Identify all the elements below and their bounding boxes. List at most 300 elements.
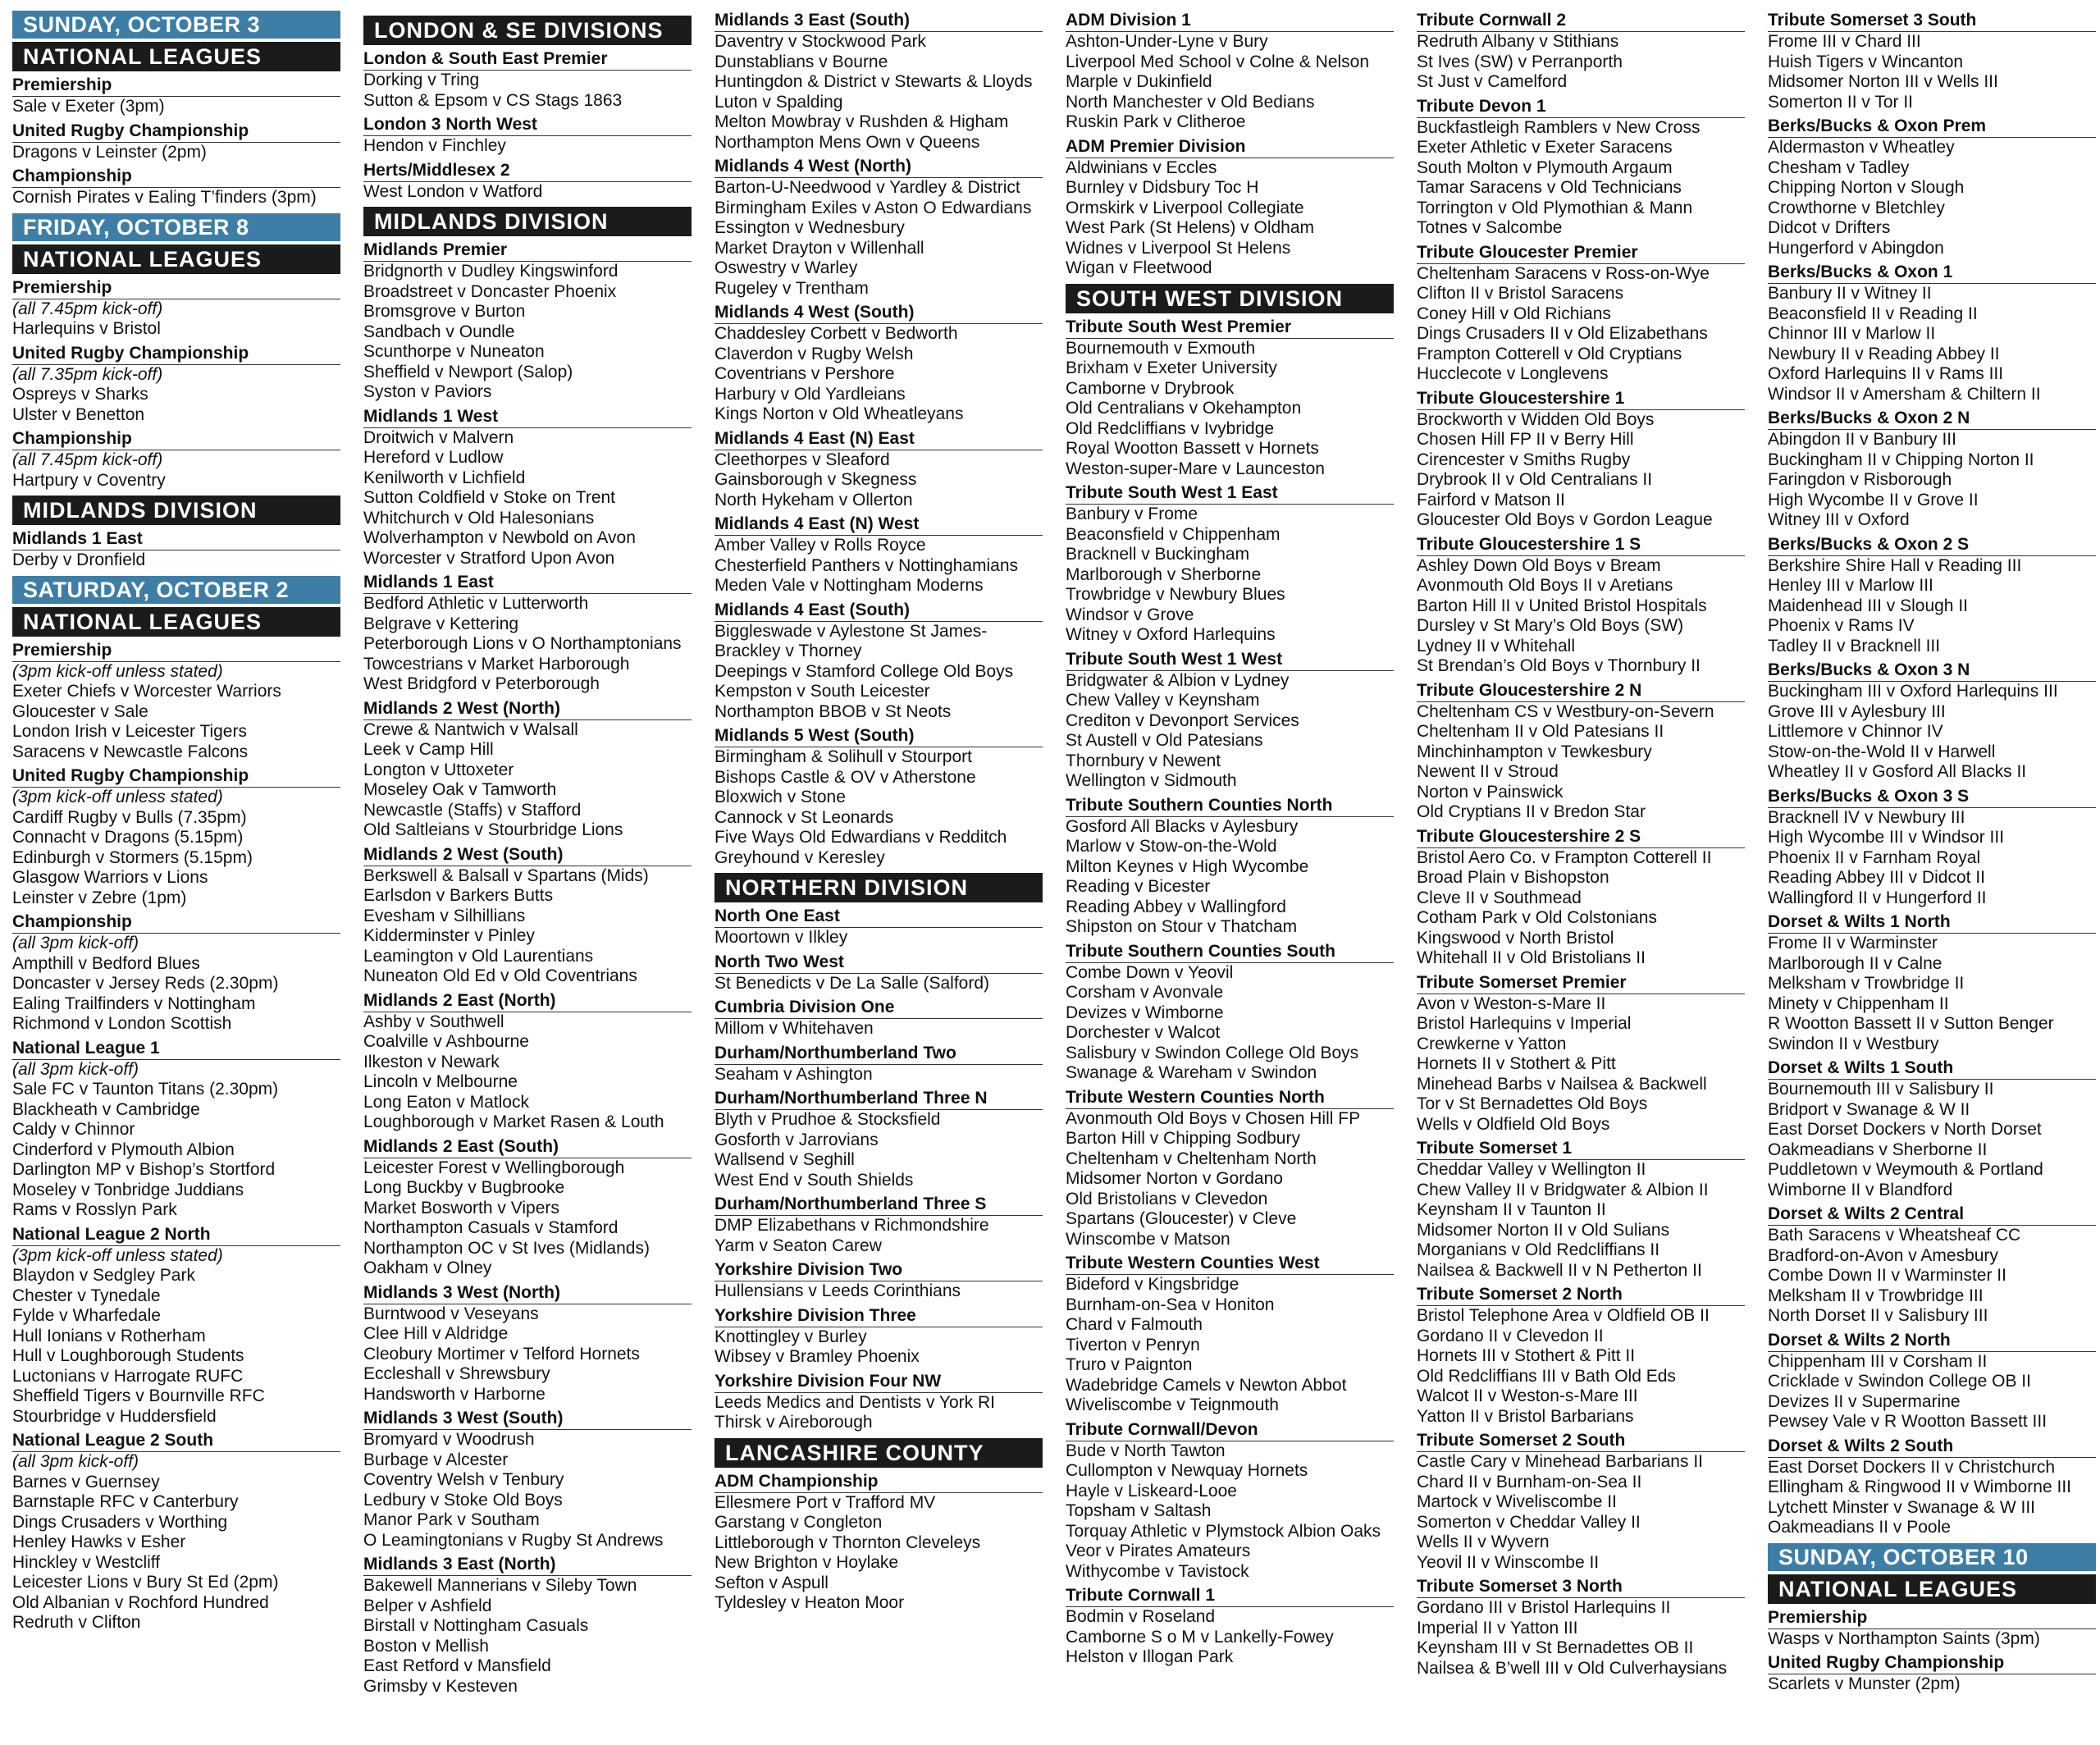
league-heading: Berks/Bucks & Oxon 3 N <box>1768 660 2096 682</box>
fixture-line: Melksham II v Trowbridge III <box>1768 1286 1984 1305</box>
fixture-line: Ledbury v Stoke Old Boys <box>363 1490 563 1510</box>
fixture-line: Topsham v Saltash <box>1066 1501 1212 1520</box>
fixture-line: Hendon v Finchley <box>363 136 506 155</box>
column-5 <box>1417 11 1745 1745</box>
date-banner: FRIDAY, OCTOBER 8 <box>12 213 340 241</box>
league-heading: Midlands 2 East (South) <box>363 1137 692 1158</box>
fixture-line: Whitehall II v Old Bristolians II <box>1417 948 1646 967</box>
league-heading: Premiership <box>1768 1608 2096 1629</box>
fixture-line: Harlequins v Bristol <box>12 319 161 338</box>
fixture-line: Keynsham III v St Bernadettes OB II <box>1417 1638 1694 1657</box>
fixture-line: Huntingdon & District v Stewarts & Lloyds <box>714 72 1033 91</box>
fixture-line: Harbury v Old Yardleians <box>714 384 906 404</box>
fixture-line: Cheltenham v Cheltenham North <box>1066 1149 1317 1168</box>
fixture-line: Peterborough Lions v O Northamptonians <box>363 634 682 653</box>
fixture-line: Aldermaston v Wheatley <box>1768 138 1955 157</box>
fixture-line: Buckfastleigh Ramblers v New Cross <box>1417 117 1701 137</box>
fixture-line: Reading Abbey III v Didcot II <box>1768 868 1985 887</box>
fixture-line: Meden Vale v Nottingham Moderns <box>714 576 984 595</box>
fixture-line: Gordano II v Clevedon II <box>1417 1326 1604 1345</box>
league-heading: United Rugby Championship <box>12 344 340 365</box>
fixture-line: R Wootton Bassett II v Sutton Benger <box>1768 1014 2054 1033</box>
league-heading: Berks/Bucks & Oxon 1 <box>1768 263 2096 284</box>
fixture-line: South Molton v Plymouth Argaum <box>1417 158 1673 177</box>
fixture-line: West Park (St Helens) v Oldham <box>1066 218 1315 237</box>
league-heading: Tribute Gloucestershire 2 S <box>1417 827 1745 848</box>
fixture-line: Moseley Oak v Tamworth <box>363 780 557 799</box>
fixture-line: Avonmouth Old Boys II v Aretians <box>1417 576 1673 595</box>
fixture-line: St Benedicts v De La Salle (Salford) <box>714 973 989 993</box>
fixture-line: Burnham-on-Sea v Honiton <box>1066 1295 1275 1314</box>
fixture-line: Ashby v Southwell <box>363 1012 504 1031</box>
fixture-line: DMP Elizabethans v Richmondshire <box>714 1216 989 1235</box>
league-heading: United Rugby Championship <box>1768 1653 2096 1674</box>
league-heading: Midlands 2 West (South) <box>363 845 692 866</box>
fixture-line: Birstall v Nottingham Casuals <box>363 1616 589 1635</box>
fixture-line: Worcester v Stratford Upon Avon <box>363 548 615 568</box>
kickoff-note: (all 3pm kick-off) <box>12 1059 139 1079</box>
fixture-line: Puddletown v Weymouth & Portland <box>1768 1160 2043 1179</box>
fixture-line: Ormskirk v Liverpool Collegiate <box>1066 198 1304 217</box>
column-1 <box>12 11 340 1745</box>
column-content <box>1066 11 1394 1668</box>
fixture-line: High Wycombe III v Windsor III <box>1768 828 2005 847</box>
column-content <box>1768 11 2096 1695</box>
fixture-line: Bromsgrove v Burton <box>363 302 526 321</box>
fixture-line: Barton Hill v Chipping Sodbury <box>1066 1129 1300 1148</box>
fixture-line: Northampton Mens Own v Queens <box>714 132 980 152</box>
fixture-line: Northampton BBOB v St Neots <box>714 701 952 721</box>
fixture-line: Doncaster v Jersey Reds (2.30pm) <box>12 974 279 993</box>
kickoff-note: (3pm kick-off unless stated) <box>12 788 223 806</box>
fixture-line: Dorchester v Walcot <box>1066 1023 1221 1042</box>
fixture-line: Sheffield Tigers v Bournville RFC <box>12 1386 265 1405</box>
fixture-line: Helston v Illogan Park <box>1066 1647 1234 1666</box>
fixture-line: Ruskin Park v Clitheroe <box>1066 112 1246 131</box>
division-banner: NATIONAL LEAGUES <box>12 42 340 71</box>
fixture-line: Leek v Camp Hill <box>363 740 494 759</box>
league-heading: ADM Premier Division <box>1066 137 1394 158</box>
fixture-line: Swindon II v Westbury <box>1768 1034 1939 1053</box>
fixture-line: Buckingham III v Oxford Harlequins III <box>1768 682 2058 701</box>
fixture-line: Leicester Lions v Bury St Ed (2pm) <box>12 1573 279 1592</box>
fixture-line: North Manchester v Old Bedians <box>1066 92 1315 112</box>
fixture-line: West End v South Shields <box>714 1170 914 1190</box>
fixture-line: Stourbridge v Huddersfield <box>12 1406 217 1426</box>
fixture-line: Clifton II v Bristol Saracens <box>1417 284 1624 303</box>
fixture-line: Berkswell & Balsall v Spartans (Mids) <box>363 866 649 885</box>
fixture-line: West London v Watford <box>363 181 543 201</box>
column-2 <box>363 11 692 1745</box>
fixture-line: Millom v Whitehaven <box>714 1019 874 1038</box>
fixture-line: Ospreys v Sharks <box>12 385 148 404</box>
fixture-line: Old Albanian v Rochford Hundred <box>12 1592 269 1612</box>
fixture-line: Manor Park v Southam <box>363 1510 540 1529</box>
fixture-line: Berkshire Shire Hall v Reading III <box>1768 555 2022 575</box>
fixture-line: Dorking v Tring <box>363 71 480 89</box>
fixture-line: Ellesmere Port v Trafford MV <box>714 1492 936 1512</box>
fixture-line: Sale v Exeter (3pm) <box>12 97 165 116</box>
fixture-line: Evesham v Silhillians <box>363 906 526 925</box>
fixture-line: Thirsk v Aireborough <box>714 1413 873 1432</box>
fixture-line: Morganians v Old Redcliffians II <box>1417 1240 1660 1259</box>
fixture-line: Tor v St Bernadettes Old Boys <box>1417 1094 1648 1113</box>
league-heading: London 3 North West <box>363 115 692 136</box>
fixture-line: Chosen Hill FP II v Berry Hill <box>1417 430 1634 449</box>
fixture-line: Torrington v Old Plymothian & Mann <box>1417 198 1693 217</box>
fixture-line: Bracknell v Buckingham <box>1066 545 1250 564</box>
division-banner: SOUTH WEST DIVISION <box>1066 284 1394 313</box>
fixture-line: Barnes v Guernsey <box>12 1472 160 1491</box>
fixture-line: Eccleshall v Shrewsbury <box>363 1364 550 1383</box>
fixture-line: Chesterfield Panthers v Nottinghamians <box>714 555 1019 575</box>
league-heading: Berks/Bucks & Oxon Prem <box>1768 116 2096 138</box>
league-heading: ADM Division 1 <box>1066 11 1394 32</box>
fixture-line: Brockworth v Widden Old Boys <box>1417 409 1655 429</box>
league-heading: Yorkshire Division Four NW <box>714 1372 1043 1393</box>
fixture-line: Chew Valley v Keynsham <box>1066 691 1260 710</box>
fixture-line: Greyhound v Keresley <box>714 847 885 867</box>
fixture-line: Crewe & Nantwich v Walsall <box>363 719 578 739</box>
fixture-line: Salisbury v Swindon College Old Boys <box>1066 1043 1359 1062</box>
fixture-line: Sale FC v Taunton Titans (2.30pm) <box>12 1080 279 1099</box>
fixture-line: Leinster v Zebre (1pm) <box>12 888 187 907</box>
kickoff-note: (all 3pm kick-off) <box>12 1452 139 1471</box>
fixture-line: Winscombe v Matson <box>1066 1229 1230 1249</box>
division-banner: NORTHERN DIVISION <box>714 873 1043 902</box>
fixture-line: Bridgwater & Albion v Lydney <box>1066 670 1290 690</box>
fixture-line: Weston-super-Mare v Launceston <box>1066 459 1325 478</box>
fixture-line: Caldy v Chinnor <box>12 1120 135 1139</box>
fixture-line: Cotham Park v Old Colstonians <box>1417 908 1657 927</box>
fixture-line: Cullompton v Newquay Hornets <box>1066 1461 1308 1480</box>
date-banner: SUNDAY, OCTOBER 10 <box>1768 1543 2096 1571</box>
fixture-line: Whitchurch v Old Halesonians <box>363 508 595 528</box>
fixture-line: Long Buckby v Bugbrooke <box>363 1178 565 1197</box>
fixture-line: Bradford-on-Avon v Amesbury <box>1768 1245 1998 1265</box>
fixture-line: Hereford v Ludlow <box>363 448 504 467</box>
fixture-line: Derby v Dronfield <box>12 550 146 569</box>
league-heading: Midlands 2 East (North) <box>363 991 692 1012</box>
fixture-line: Wigan v Fleetwood <box>1066 258 1212 277</box>
fixture-line: Dings Crusaders II v Old Elizabethans <box>1417 324 1708 343</box>
fixture-line: Grimsby v Kesteven <box>363 1676 518 1696</box>
fixture-line: Long Eaton v Matlock <box>363 1092 529 1112</box>
league-heading: Midlands 3 West (North) <box>363 1283 692 1304</box>
fixture-line: Faringdon v Risborough <box>1768 470 1952 489</box>
fixture-line: Knottingley v Burley <box>714 1327 867 1346</box>
column-content <box>363 16 692 1697</box>
date-banner: SUNDAY, OCTOBER 3 <box>12 11 340 39</box>
fixture-line: Redruth v Clifton <box>12 1613 141 1632</box>
fixture-line: East Dorset Dockers v North Dorset <box>1768 1120 2042 1139</box>
fixture-line: Tyldesley v Heaton Moor <box>714 1593 905 1612</box>
fixture-line: Gloucester Old Boys v Gordon League <box>1417 510 1713 529</box>
league-heading: Tribute Gloucester Premier <box>1417 243 1745 264</box>
fixture-line: Brackley v Thorney <box>714 642 862 660</box>
fixture-line: Leicester Forest v Wellingborough <box>363 1158 625 1177</box>
league-heading: Tribute Somerset 3 North <box>1417 1577 1745 1598</box>
fixture-line: Castle Cary v Minehead Barbarians II <box>1417 1452 1703 1471</box>
division-banner: LONDON & SE DIVISIONS <box>363 16 692 45</box>
fixture-line: Hayle v Liskeard-Looe <box>1066 1481 1237 1501</box>
fixture-line: Cornish Pirates v Ealing T’finders (3pm) <box>12 188 317 207</box>
fixture-line: Lytchett Minster v Swanage & W III <box>1768 1497 2036 1517</box>
kickoff-note: (all 3pm kick-off) <box>12 934 139 952</box>
fixture-line: Hull v Loughborough Students <box>12 1346 244 1365</box>
fixture-line: Old Bristolians v Clevedon <box>1066 1189 1268 1208</box>
fixture-line: Bodmin v Roseland <box>1066 1607 1216 1626</box>
fixture-line: Tadley II v Bracknell III <box>1768 636 1941 656</box>
fixture-line: Old Redcliffians III v Bath Old Eds <box>1417 1366 1676 1386</box>
fixture-line: Moseley v Tonbridge Juddians <box>12 1180 244 1199</box>
fixture-line: Swanage & Wareham v Swindon <box>1066 1063 1317 1082</box>
fixture-line: Glasgow Warriors v Lions <box>12 868 208 887</box>
fixture-line: Crowthorne v Bletchley <box>1768 198 1945 217</box>
league-heading: Premiership <box>12 278 340 299</box>
fixture-line: Gordano III v Bristol Harlequins II <box>1417 1598 1671 1617</box>
fixture-line: Henley III v Marlow III <box>1768 576 1933 595</box>
fixture-line: Longton v Uttoxeter <box>363 760 514 779</box>
fixture-line: Essington v Wednesbury <box>714 218 905 237</box>
fixture-line: Widnes v Liverpool St Helens <box>1066 238 1291 258</box>
fixture-line: North Dorset II v Salisbury III <box>1768 1306 1988 1325</box>
fixture-line: Old Cryptians II v Bredon Star <box>1417 802 1646 821</box>
fixture-line: Shipston on Stour v Thatcham <box>1066 917 1298 936</box>
column-content <box>12 11 340 1633</box>
league-heading: Tribute Gloucestershire 2 N <box>1417 681 1745 702</box>
fixture-line: Totnes v Salcombe <box>1417 218 1563 237</box>
fixture-line: Ilkeston v Newark <box>363 1052 500 1071</box>
fixture-line: Oswestry v Warley <box>714 258 858 277</box>
fixture-line: Barton-U-Needwood v Yardley & District <box>714 178 1020 197</box>
league-heading: Midlands 3 East (South) <box>714 11 1043 32</box>
fixture-line: St Just v Camelford <box>1417 72 1568 91</box>
fixture-line: Sandbach v Oundle <box>363 322 515 341</box>
fixture-line: Bath Saracens v Wheatsheaf CC <box>1768 1226 2021 1245</box>
fixture-line: Rugeley v Trentham <box>714 278 869 298</box>
fixture-line: Hucclecote v Longlevens <box>1417 364 1609 383</box>
fixture-line: Darlington MP v Bishop’s Stortford <box>12 1160 276 1179</box>
fixture-line: Bridgnorth v Dudley Kingswinford <box>363 262 619 281</box>
fixture-line: Oakmeadians II v Poole <box>1768 1518 1951 1537</box>
fixture-line: Ellingham & Ringwood II v Wimborne III <box>1768 1478 2071 1496</box>
fixture-line: Oxford Harlequins II v Rams III <box>1768 364 2004 383</box>
fixture-line: Gainsborough v Skegness <box>714 470 917 489</box>
league-heading: Championship <box>12 167 340 188</box>
fixture-line: Dragons v Leinster (2pm) <box>12 142 207 162</box>
fixture-line: Gosforth v Jarrovians <box>714 1130 879 1149</box>
fixture-line: Yarm v Seaton Carew <box>714 1236 882 1255</box>
fixture-line: Cardiff Rugby v Bulls (7.35pm) <box>12 807 247 827</box>
fixture-line: Ealing Trailfinders v Nottingham <box>12 994 256 1013</box>
fixture-line: Ashley Down Old Boys v Bream <box>1417 555 1661 575</box>
fixture-line: Torquay Athletic v Plymstock Albion Oaks <box>1066 1521 1381 1541</box>
fixture-line: Towcestrians v Market Harborough <box>363 654 630 674</box>
fixture-line: Ulster v Benetton <box>12 404 145 424</box>
fixture-line: Blyth v Prudhoe & Stocksfield <box>714 1110 941 1129</box>
league-heading: Tribute Somerset 2 South <box>1417 1431 1745 1452</box>
fixture-line: Garstang v Congleton <box>714 1513 883 1532</box>
fixture-line: Chinnor III v Marlow II <box>1768 324 1936 343</box>
column-content <box>714 11 1043 1614</box>
fixture-line: Combe Down v Yeovil <box>1066 962 1234 982</box>
fixture-line: Reading v Bicester <box>1066 877 1211 896</box>
fixture-line: Sutton Coldfield v Stoke on Trent <box>363 488 616 507</box>
fixture-line: Tiverton v Penryn <box>1066 1335 1200 1354</box>
fixture-line: Corsham v Avonvale <box>1066 983 1224 1002</box>
fixture-line: O Leamingtonians v Rugby St Andrews <box>363 1530 664 1550</box>
fixture-line: Phoenix II v Farnham Royal <box>1768 847 1981 867</box>
fixture-line: Chard II v Burnham-on-Sea II <box>1417 1472 1642 1491</box>
fixture-line: Pewsey Vale v R Wootton Bassett III <box>1768 1412 2048 1431</box>
fixture-line: St Brendan’s Old Boys v Thornbury II <box>1417 656 1701 675</box>
fixture-line: Hartpury v Coventry <box>12 470 166 490</box>
fixture-line: Old Saltleians v Stourbridge Lions <box>363 820 623 839</box>
fixture-line: Windsor II v Amersham & Chiltern II <box>1768 384 2041 404</box>
fixture-line: Wimborne II v Blandford <box>1768 1180 1953 1199</box>
fixture-line: Banbury II v Witney II <box>1768 284 1932 303</box>
league-heading: Herts/Middlesex 2 <box>363 161 692 182</box>
fixture-line: Yeovil II v Winscombe II <box>1417 1552 1600 1572</box>
league-heading: Cumbria Division One <box>714 998 1043 1019</box>
fixture-line: Combe Down II v Warminster II <box>1768 1266 2006 1285</box>
fixture-line: Wallingford II v Hungerford II <box>1768 888 1987 907</box>
fixture-line: Wibsey v Bramley Phoenix <box>714 1347 920 1366</box>
fixture-line: Coalville v Ashbourne <box>363 1032 529 1051</box>
fixture-line: Thornbury v Newent <box>1066 751 1221 770</box>
kickoff-note: (3pm kick-off unless stated) <box>12 1245 223 1265</box>
fixture-line: Cheltenham Saracens v Ross-on-Wye <box>1417 263 1710 283</box>
fixture-line: Nailsea & B’well III v Old Culverhaysians <box>1417 1658 1728 1678</box>
fixture-line: Bakewell Mannerians v Sileby Town <box>363 1576 637 1595</box>
league-heading: Championship <box>12 429 340 450</box>
fixture-line: Wiveliscombe v Teignmouth <box>1066 1396 1279 1414</box>
fixture-line: Hinckley v Westcliff <box>12 1552 161 1572</box>
fixture-line: Daventry v Stockwood Park <box>714 32 926 51</box>
fixture-line: Cheltenham CS v Westbury-on-Severn <box>1417 701 1714 721</box>
fixture-line: Old Centralians v Okehampton <box>1066 399 1302 418</box>
league-heading: Dorset & Wilts 1 North <box>1768 912 2096 934</box>
fixture-line: Minchinhampton v Tewkesbury <box>1417 742 1652 761</box>
fixture-line: Marlow v Stow-on-the-Wold <box>1066 837 1277 856</box>
fixture-line: Richmond v London Scottish <box>12 1014 232 1033</box>
league-heading: London & South East Premier <box>363 49 692 71</box>
fixture-line: Wolverhampton v Newbold on Avon <box>363 528 636 547</box>
fixture-line: Trowbridge v Newbury Blues <box>1066 585 1285 604</box>
league-heading: Tribute Somerset Premier <box>1417 973 1745 994</box>
league-heading: Tribute South West Premier <box>1066 317 1394 339</box>
league-heading: Dorset & Wilts 2 North <box>1768 1331 2096 1352</box>
fixture-line: Lydney II v Whitehall <box>1417 636 1575 656</box>
league-heading: National League 2 North <box>12 1225 340 1246</box>
league-heading: Tribute Southern Counties South <box>1066 942 1394 963</box>
fixture-line: Marple v Dukinfield <box>1066 72 1212 91</box>
kickoff-note: (all 7.45pm kick-off) <box>12 299 163 318</box>
fixture-line: Avon v Weston-s-Mare II <box>1417 994 1606 1013</box>
fixture-line: Coventry Welsh v Tenbury <box>363 1470 564 1489</box>
league-heading: Midlands 5 West (South) <box>714 726 1043 747</box>
fixture-line: Frampton Cotterell v Old Cryptians <box>1417 344 1682 363</box>
fixture-line: Hornets III v Stothert & Pitt II <box>1417 1346 1636 1365</box>
fixture-line: Bracknell IV v Newbury III <box>1768 807 1965 827</box>
league-heading: Midlands Premier <box>363 240 692 262</box>
league-heading: Durham/Northumberland Two <box>714 1044 1043 1065</box>
fixture-line: Birmingham Exiles v Aston O Edwardians <box>714 198 1032 217</box>
fixture-line: Grove III v Aylesbury III <box>1768 701 1946 721</box>
fixture-line: Withycombe v Tavistock <box>1066 1561 1249 1581</box>
league-heading: Dorset & Wilts 2 South <box>1768 1437 2096 1458</box>
fixture-line: Cirencester v Smiths Rugby <box>1417 450 1631 469</box>
league-heading: Durham/Northumberland Three S <box>714 1195 1043 1216</box>
fixture-line: Minehead Barbs v Nailsea & Backwell <box>1417 1074 1707 1094</box>
fixture-line: Camborne S o M v Lankelly-Fowey <box>1066 1627 1334 1647</box>
column-3 <box>714 11 1043 1745</box>
fixture-line: Truro v Paignton <box>1066 1355 1193 1374</box>
fixture-line: Walcot II v Weston-s-Mare III <box>1417 1386 1638 1405</box>
league-heading: Durham/Northumberland Three N <box>714 1089 1043 1110</box>
fixture-line: Luctonians v Harrogate RUFC <box>12 1366 244 1386</box>
fixture-line: Blaydon v Sedgley Park <box>12 1266 195 1285</box>
fixture-line: Chipping Norton v Slough <box>1768 178 1965 197</box>
fixture-line: Lincoln v Melbourne <box>363 1072 518 1091</box>
league-heading: Yorkshire Division Three <box>714 1306 1043 1327</box>
division-banner: NATIONAL LEAGUES <box>12 607 340 637</box>
fixture-line: Chard v Falmouth <box>1066 1315 1203 1334</box>
league-heading: Midlands 2 West (North) <box>363 699 692 720</box>
fixture-line: Spartans (Gloucester) v Cleve <box>1066 1209 1297 1228</box>
fixture-line: Coney Hill v Old Richians <box>1417 304 1611 323</box>
fixture-line: Huish Tigers v Wincanton <box>1768 52 1964 71</box>
fixture-line: Midsomer Norton II v Old Sulians <box>1417 1220 1670 1240</box>
league-heading: Dorset & Wilts 1 South <box>1768 1058 2096 1080</box>
fixture-line: Leamington v Old Laurentians <box>363 946 594 966</box>
fixture-line: Liverpool Med School v Colne & Nelson <box>1066 52 1370 71</box>
fixture-line: Veor v Pirates Amateurs <box>1066 1542 1251 1560</box>
fixture-line: Sutton & Epsom v CS Stags 1863 <box>363 90 623 110</box>
fixture-line: Belper v Ashfield <box>363 1596 492 1615</box>
fixture-line: Aldwinians v Eccles <box>1066 158 1217 177</box>
fixture-line: Wallsend v Seghill <box>714 1150 855 1169</box>
fixture-line: Imperial II v Yatton III <box>1417 1618 1578 1638</box>
fixture-line: Witney III v Oxford <box>1768 510 1910 529</box>
league-heading: Premiership <box>12 75 340 97</box>
fixture-line: Bideford v Kingsbridge <box>1066 1275 1239 1294</box>
fixture-line: Didcot v Drifters <box>1768 218 1891 237</box>
fixture-line: Martock v Wiveliscombe II <box>1417 1492 1617 1511</box>
fixture-line: Boston v Mellish <box>363 1636 489 1656</box>
fixture-line: Biggleswade v Aylestone St James- <box>714 621 988 641</box>
fixture-line: Littlemore v Chinnor IV <box>1768 722 1943 741</box>
fixture-line: Broad Plain v Bishopston <box>1417 868 1609 887</box>
fixture-line: Phoenix v Rams IV <box>1768 616 1915 635</box>
fixture-line: Buckingham II v Chipping Norton II <box>1768 450 2034 469</box>
fixture-line: Stow-on-the-Wold II v Harwell <box>1768 742 1996 761</box>
fixture-line: Bloxwich v Stone <box>714 788 846 806</box>
date-banner: SATURDAY, OCTOBER 2 <box>12 576 340 604</box>
league-heading: Tribute Gloucestershire 1 S <box>1417 535 1745 556</box>
league-heading: Midlands 1 East <box>12 529 340 550</box>
fixture-line: Bristol Aero Co. v Frampton Cotterell II <box>1417 847 1712 867</box>
fixture-line: Earlsdon v Barkers Butts <box>363 886 554 905</box>
fixture-line: Cleve II v Southmead <box>1417 888 1582 907</box>
league-heading: North Two West <box>714 952 1043 974</box>
league-heading: Berks/Bucks & Oxon 3 S <box>1768 787 2096 808</box>
fixture-line: Devizes v Wimborne <box>1066 1003 1224 1022</box>
fixture-line: Droitwich v Malvern <box>363 427 514 447</box>
fixture-line: Ampthill v Bedford Blues <box>12 953 200 973</box>
fixture-line: Broadstreet v Doncaster Phoenix <box>363 281 617 301</box>
